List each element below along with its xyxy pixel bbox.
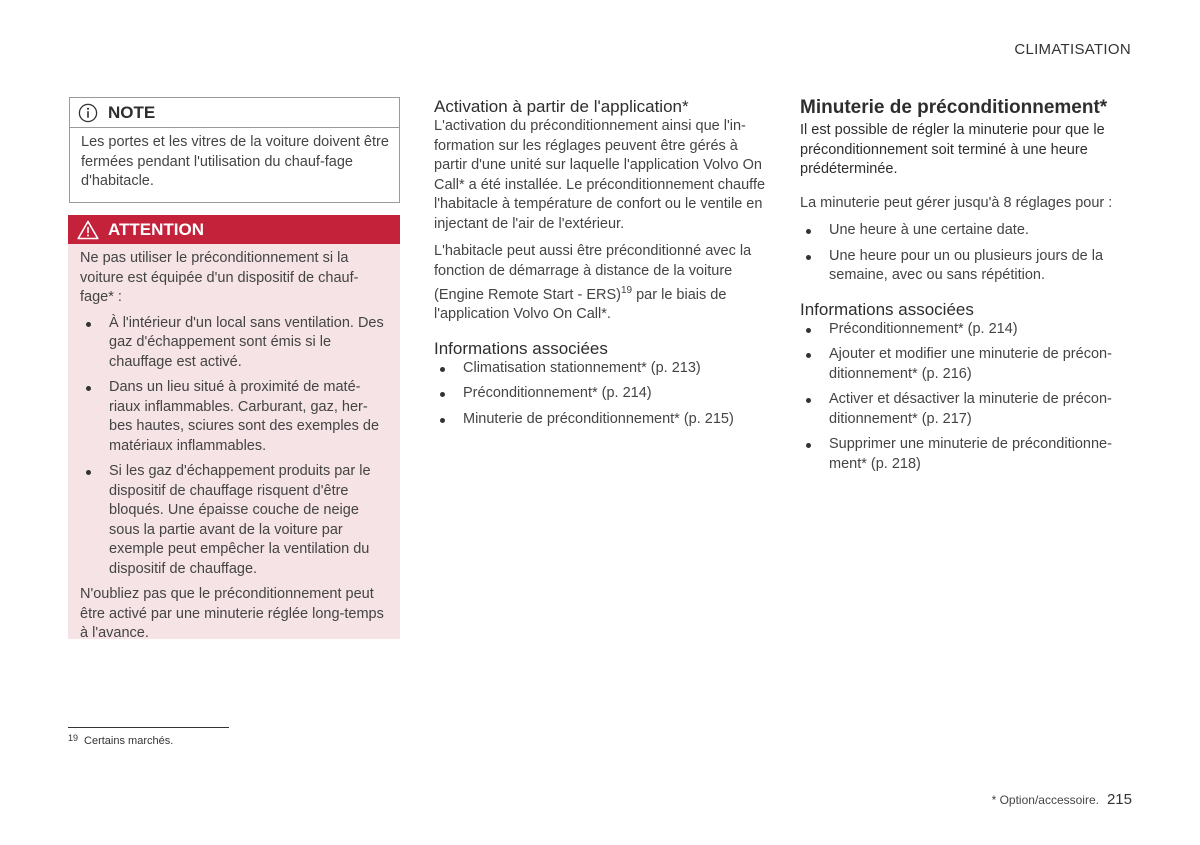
- list-item: Dans un lieu situé à proximité de maté-riaux inflammables. Carburant, gaz, her-bes hautes, sciures sont des exemples de matériaux inflammables.: [80, 378, 388, 456]
- bullet-icon: [440, 367, 445, 372]
- page-footer: [992, 791, 1132, 808]
- related-info-heading: Informations associées: [800, 299, 974, 319]
- bullet-icon: [806, 398, 811, 403]
- attention-box: [68, 215, 400, 639]
- related-link[interactable]: Préconditionnement* (p. 214): [434, 384, 768, 404]
- warning-triangle-icon: [77, 220, 99, 240]
- related-link[interactable]: Préconditionnement* (p. 214): [800, 320, 1134, 340]
- timer-heading: Minuterie de préconditionnement*: [800, 97, 1108, 118]
- related-link[interactable]: Minuterie de préconditionnement* (p. 215): [434, 410, 768, 430]
- timer-section: [800, 97, 1134, 480]
- bullet-icon: [86, 322, 91, 327]
- list-item: Si les gaz d'échappement produits par le dispositif de chauffage risquent d'être bloqués. Une épaisse couche de neige sous la partie avant de la voiture par exemple peut empêcher la ventilation du dispositif de chauffage.: [80, 462, 388, 579]
- attention-intro: Ne pas utiliser le préconditionnement si la voiture est équipée d'un dispositif de chauf-fage* :: [80, 250, 359, 305]
- related-link[interactable]: Activer et désactiver la minuterie de précon-ditionnement* (p. 217): [800, 390, 1134, 429]
- attention-outro: N'oubliez pas que le préconditionnement peut être activé par une minuterie réglée long-temps à l'avance.: [80, 586, 384, 641]
- bullet-icon: [440, 418, 445, 423]
- attention-body: [68, 244, 400, 644]
- attention-header: [68, 215, 400, 244]
- bullet-icon: [86, 470, 91, 475]
- info-icon: [78, 103, 98, 123]
- app-activation-section: [434, 97, 768, 435]
- list-item: Une heure pour un ou plusieurs jours de la semaine, avec ou sans répétition.: [800, 247, 1134, 286]
- note-label: NOTE: [108, 102, 156, 122]
- related-link[interactable]: Ajouter et modifier une minuterie de précon-ditionnement* (p. 216): [800, 345, 1134, 384]
- footnote-divider: [68, 727, 229, 728]
- footnote-number: 19: [68, 733, 79, 743]
- related-link[interactable]: Climatisation stationnement* (p. 213): [434, 359, 768, 379]
- related-info-list: [434, 359, 768, 430]
- note-text: Les portes et les vitres de la voiture doivent être fermées pendant l'utilisation du chauf-fage d'habitacle.: [81, 134, 389, 189]
- bullet-icon: [806, 229, 811, 234]
- section-title: CLIMATISATION: [1014, 41, 1131, 58]
- list-item: À l'intérieur d'un local sans ventilation. Des gaz d'échappement sont émis si le chauffage est activé.: [80, 314, 388, 373]
- list-item: Une heure à une certaine date.: [800, 221, 1134, 241]
- related-link[interactable]: Supprimer une minuterie de préconditionne-ment* (p. 218): [800, 435, 1134, 474]
- timer-lead: Il est possible de régler la minuterie pour que le préconditionnement soit terminé à une heure prédéterminée.: [800, 122, 1105, 177]
- bullet-icon: [806, 443, 811, 448]
- page-number: 215: [1106, 791, 1132, 808]
- bullet-icon: [806, 328, 811, 333]
- option-note: * Option/accessoire.: [991, 793, 1099, 807]
- timer-paragraph: La minuterie peut gérer jusqu'à 8 réglages pour :: [800, 194, 1113, 211]
- note-box: [69, 97, 400, 203]
- related-info-heading: Informations associées: [434, 338, 608, 358]
- attention-label: ATTENTION: [108, 219, 205, 239]
- footnote-text: Certains marchés.: [84, 735, 174, 747]
- ers-paragraph: L'habitacle peut aussi être préconditionné avec la fonction de démarrage à distance de la voiture (Engine Remote Start - ERS)$^{19}$ par le biais de l'application Volvo On Call*.: [434, 243, 752, 323]
- note-header: [70, 98, 399, 128]
- timer-options-list: [800, 221, 1134, 286]
- related-info-list: [800, 320, 1134, 475]
- app-activation-heading: Activation à partir de l'application*: [434, 97, 689, 116]
- footnote-ref[interactable]: 19: [620, 285, 633, 296]
- footnote: [68, 733, 173, 747]
- bullet-icon: [806, 255, 811, 260]
- bullet-icon: [806, 353, 811, 358]
- attention-list: [80, 314, 388, 580]
- app-activation-paragraph: L'activation du préconditionnement ainsi que l'in-formation sur les réglages peuvent être gérés à partir d'une unité sur laquelle l'application Volvo On Call* a été installée. Le préconditionnement chauffe l'habitacle à température de confort ou le ventile en injectant de l'air de l'extérieur.: [434, 118, 766, 232]
- bullet-icon: [440, 392, 445, 397]
- bullet-icon: [86, 386, 91, 391]
